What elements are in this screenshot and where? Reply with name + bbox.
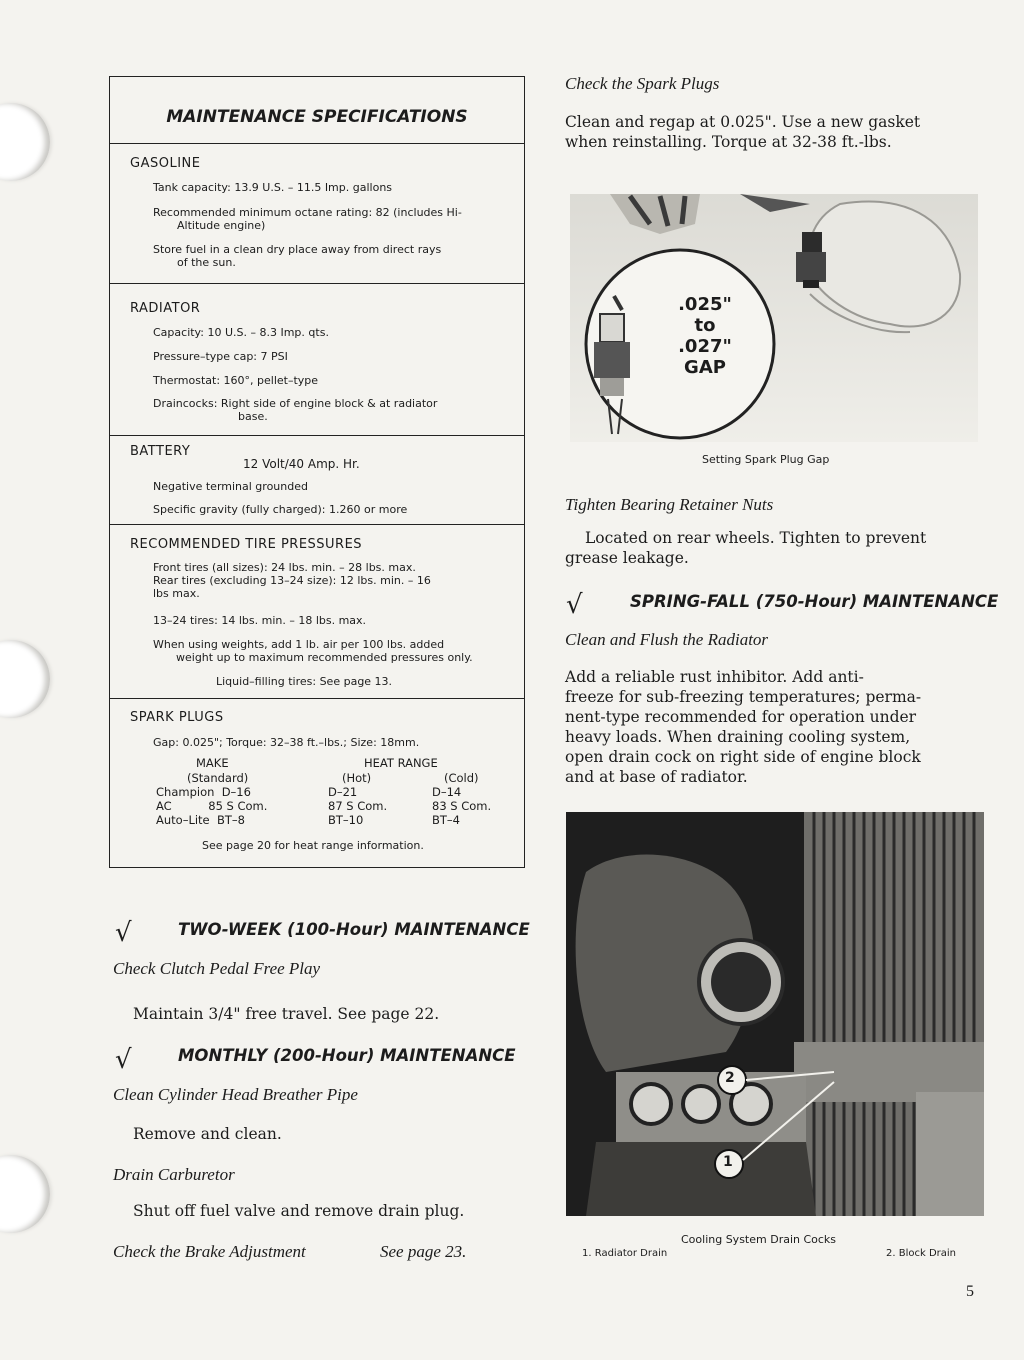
spark-gap-line: Gap: 0.025"; Torque: 32–38 ft.–lbs.; Size: 18mm.: [153, 736, 420, 749]
radiator-section: [110, 283, 524, 435]
cooling-system-photo: [566, 812, 984, 1216]
flush-radiator-line-4: heavy loads. When draining cooling system,: [565, 728, 911, 746]
binder-hole-bottom: [0, 1155, 50, 1233]
spec-box-title: MAINTENANCE SPECIFICATIONS: [166, 107, 468, 127]
tire-pressures-section: [110, 524, 524, 698]
flush-radiator-line-5: open drain cock on right side of engine block: [565, 748, 921, 766]
bearing-nuts-text-2: grease leakage.: [565, 549, 689, 567]
gap-label: [670, 294, 740, 378]
gap-label-max: .027": [678, 336, 732, 357]
spark-plug-illustration: [570, 194, 978, 442]
spark-plugs-text-1: Clean and regap at 0.025". Use a new gasket: [565, 113, 921, 131]
radiator-heading: RADIATOR: [130, 301, 201, 316]
battery-section: [110, 435, 524, 524]
plug-row-make: AC 85 S Com.: [156, 799, 268, 813]
spark-plug-gap-photo: [570, 194, 978, 442]
spring-fall-maintenance-heading: SPRING-FALL (750-Hour) MAINTENANCE: [630, 592, 999, 611]
plug-row-make: Auto–Lite BT–8: [156, 813, 245, 827]
plug-row-hot: 87 S Com.: [328, 799, 388, 813]
gap-label-gap: GAP: [684, 357, 726, 378]
pressure-cap-line: Pressure–type cap: 7 PSI: [153, 350, 288, 363]
cold-subheader: (Cold): [444, 771, 479, 785]
store-fuel-line-cont: of the sun.: [177, 256, 236, 269]
flush-radiator-title: Clean and Flush the Radiator: [565, 630, 769, 649]
gasoline-heading: GASOLINE: [130, 156, 201, 171]
flush-radiator-line-2: freeze for sub-freezing temperatures; perma-: [565, 688, 922, 706]
rear-tires-line: Rear tires (excluding 13–24 size): 12 lbs. min. – 16: [153, 574, 431, 587]
tire-pressures-heading: RECOMMENDED TIRE PRESSURES: [130, 537, 363, 552]
breather-pipe-title: Clean Cylinder Head Breather Pipe: [113, 1085, 358, 1104]
radiator-capacity-line: Capacity: 10 U.S. – 8.3 Imp. qts.: [153, 326, 329, 339]
binder-hole-middle: [0, 640, 50, 718]
clutch-free-play-title: Check Clutch Pedal Free Play: [113, 959, 321, 978]
weights-line-cont: weight up to maximum recommended pressures only.: [176, 651, 473, 664]
gasoline-section: [110, 143, 524, 283]
binder-hole-top: [0, 103, 50, 181]
brake-adjustment-ref: See page 23.: [380, 1242, 467, 1261]
flush-radiator-line-6: and at base of radiator.: [565, 768, 748, 786]
checkmark-icon: √: [115, 918, 132, 948]
draincocks-line-cont: base.: [238, 410, 268, 423]
bearing-nuts-text-1: Located on rear wheels. Tighten to prevent: [585, 529, 927, 547]
flush-radiator-line-3: nent-type recommended for operation under: [565, 708, 917, 726]
brake-adjustment-title: Check the Brake Adjustment: [113, 1242, 306, 1261]
octane-line-cont: Altitude engine): [177, 219, 266, 232]
heat-range-column-header: HEAT RANGE: [364, 756, 438, 770]
legend-radiator-drain: 1. Radiator Drain: [582, 1248, 668, 1259]
spark-plugs-heading: SPARK PLUGS: [130, 710, 224, 725]
drain-carburetor-text: Shut off fuel valve and remove drain plug.: [133, 1202, 465, 1220]
checkmark-icon: √: [115, 1045, 132, 1075]
legend-block-drain: 2. Block Drain: [886, 1248, 956, 1259]
cooling-system-caption: Cooling System Drain Cocks: [681, 1233, 837, 1246]
plug-row-cold: D–14: [432, 785, 462, 799]
standard-subheader: (Standard): [187, 771, 249, 785]
front-tires-line: Front tires (all sizes): 24 lbs. min. – 28 lbs. max.: [153, 561, 416, 574]
plug-row-hot: BT–10: [328, 813, 364, 827]
checkmark-icon: √: [566, 590, 583, 620]
breather-pipe-text: Remove and clean.: [133, 1125, 282, 1143]
octane-line: Recommended minimum octane rating: 82 (includes Hi-: [153, 206, 462, 219]
gap-label-to: to: [694, 315, 716, 336]
thermostat-line: Thermostat: 160°, pellet–type: [153, 374, 319, 387]
draincocks-line: Draincocks: Right side of engine block & at radiator: [153, 397, 438, 410]
hot-subheader: (Hot): [342, 771, 372, 785]
plug-row-hot: D–21: [328, 785, 358, 799]
gap-label-min: .025": [678, 294, 732, 315]
weights-line: When using weights, add 1 lb. air per 100 lbs. added: [153, 638, 445, 651]
bearing-nuts-title: Tighten Bearing Retainer Nuts: [565, 495, 774, 514]
plug-row-cold: 83 S Com.: [432, 799, 492, 813]
tires-1324-line: 13–24 tires: 14 lbs. min. – 18 lbs. max.: [153, 614, 367, 627]
clutch-free-play-text: Maintain 3/4" free travel. See page 22.: [133, 1005, 440, 1023]
plug-row-make: Champion D–16: [156, 785, 251, 799]
spark-plug-caption: Setting Spark Plug Gap: [702, 453, 830, 466]
two-week-maintenance-heading: TWO-WEEK (100-Hour) MAINTENANCE: [178, 920, 530, 939]
engine-radiator-illustration: [566, 812, 984, 1216]
spark-plugs-text-2: when reinstalling. Torque at 32-38 ft.-lbs.: [565, 133, 892, 151]
heat-range-footer: See page 20 for heat range information.: [202, 839, 424, 852]
store-fuel-line: Store fuel in a clean dry place away from direct rays: [153, 243, 442, 256]
liquid-filling-line: Liquid–filling tires: See page 13.: [216, 675, 393, 688]
flush-radiator-line-1: Add a reliable rust inhibitor. Add anti-: [565, 668, 864, 686]
make-column-header: MAKE: [196, 756, 229, 770]
specific-gravity-line: Specific gravity (fully charged): 1.260 or more: [153, 503, 408, 516]
spark-plugs-title: Check the Spark Plugs: [565, 74, 720, 93]
callout-1: 1: [723, 1154, 733, 1170]
callout-2: 2: [725, 1070, 735, 1086]
tank-capacity-line: Tank capacity: 13.9 U.S. – 11.5 Imp. gallons: [153, 181, 393, 194]
negative-terminal-line: Negative terminal grounded: [153, 480, 308, 493]
spark-plugs-section: [110, 698, 524, 868]
battery-rating: 12 Volt/40 Amp. Hr.: [243, 457, 360, 471]
drain-carburetor-title: Drain Carburetor: [113, 1165, 235, 1184]
rear-tires-line-cont: lbs max.: [153, 587, 200, 600]
plug-row-cold: BT–4: [432, 813, 460, 827]
battery-heading: BATTERY: [130, 444, 191, 459]
monthly-maintenance-heading: MONTHLY (200-Hour) MAINTENANCE: [178, 1046, 516, 1065]
maintenance-specifications-box: [109, 76, 525, 868]
page-number: 5: [966, 1283, 974, 1300]
